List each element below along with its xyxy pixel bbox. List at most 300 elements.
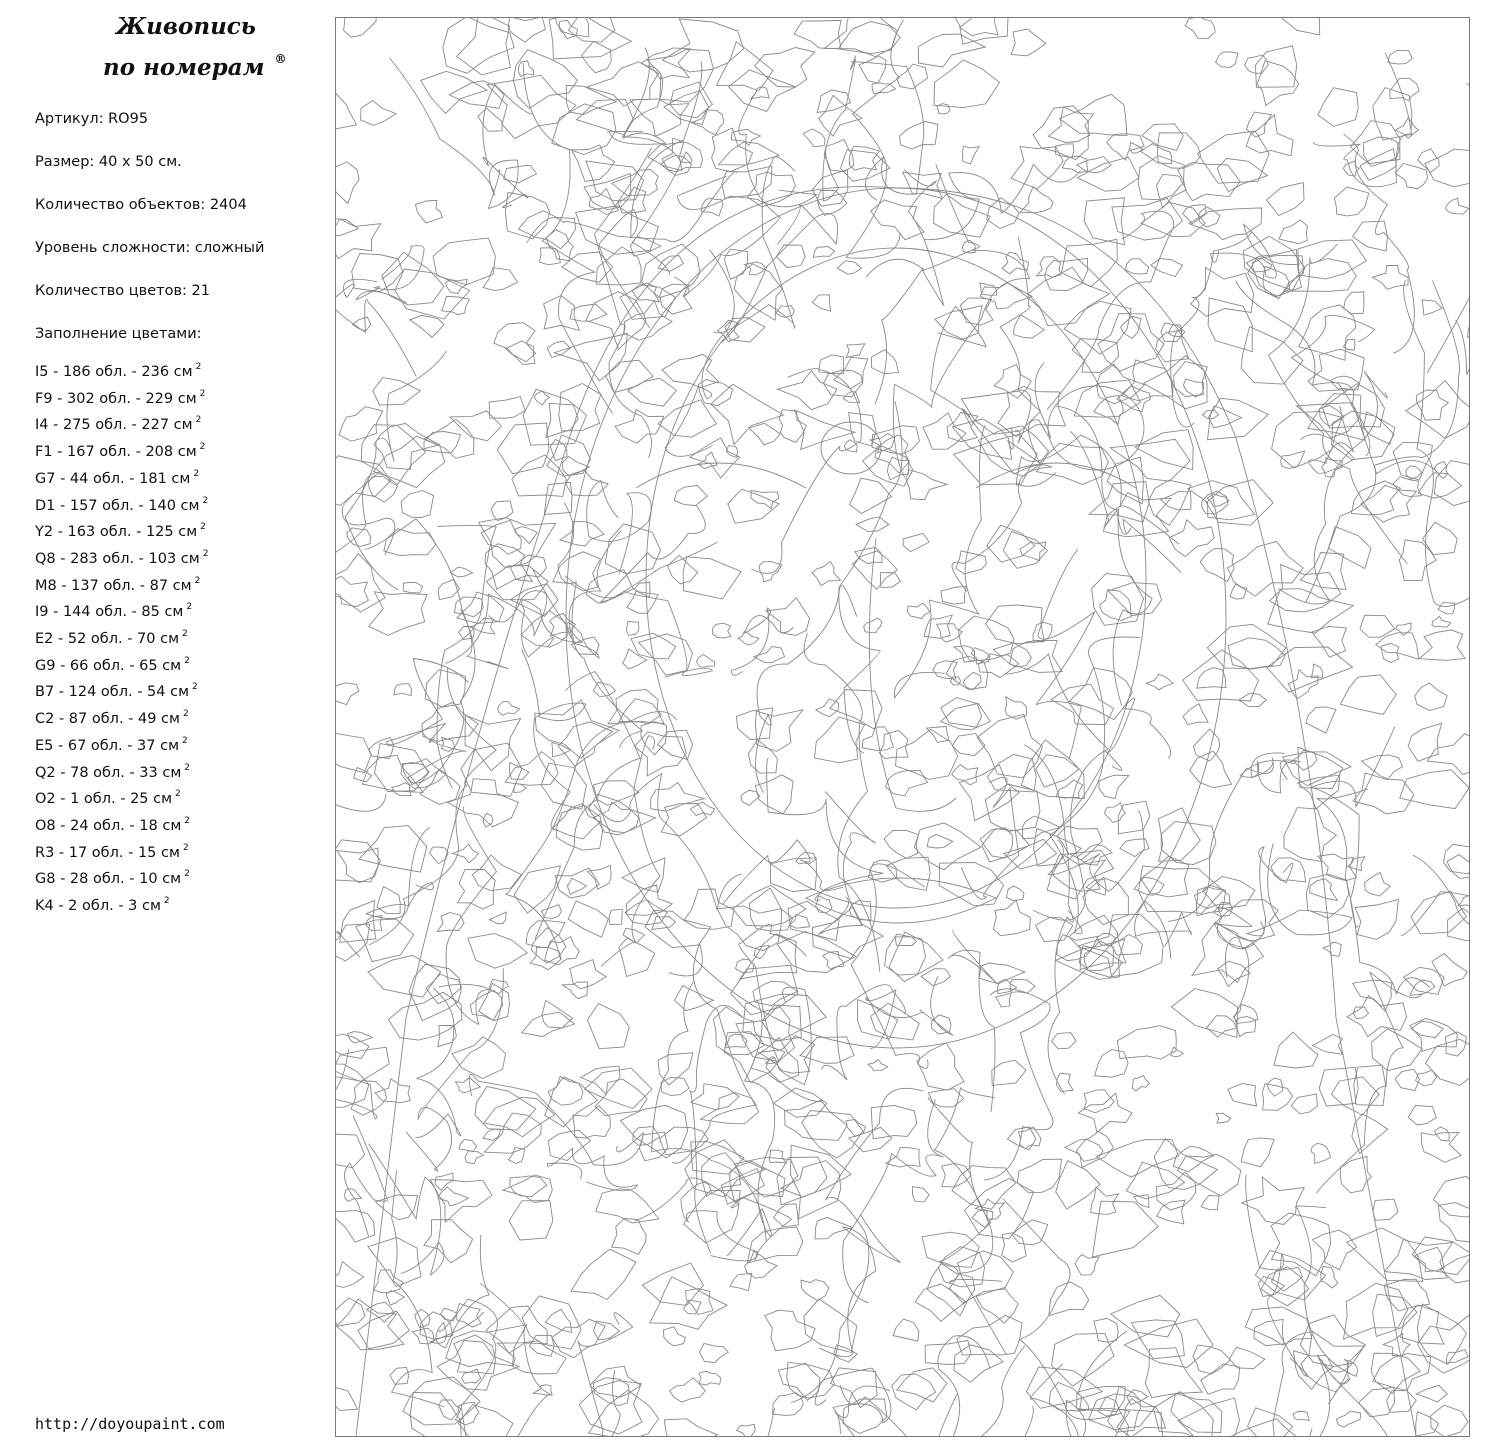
art-stroke [415, 988, 460, 1137]
art-region [921, 969, 950, 986]
art-region [375, 1195, 417, 1220]
colors-value: 21 [191, 283, 210, 299]
art-region [1183, 704, 1208, 725]
art-region [1241, 1138, 1274, 1167]
art-region [1146, 674, 1173, 690]
art-region [729, 70, 796, 112]
art-region [1118, 801, 1150, 833]
art-region [1271, 1213, 1331, 1276]
art-region [1078, 1093, 1132, 1132]
art-region [1319, 1067, 1358, 1106]
art-region [1331, 376, 1360, 390]
art-region [1312, 626, 1347, 657]
art-region [547, 341, 570, 357]
art-region [368, 955, 441, 997]
art-region [1257, 61, 1299, 106]
art-region [755, 775, 793, 814]
art-region [769, 1150, 786, 1163]
art-region [1445, 198, 1469, 214]
size-row [35, 141, 264, 184]
art-region [1177, 1154, 1241, 1196]
art-region [1288, 670, 1318, 699]
art-region [1084, 198, 1124, 245]
art-region [609, 909, 623, 924]
art-region [879, 730, 908, 758]
art-region [568, 901, 608, 938]
art-region [812, 561, 841, 585]
art-region [1121, 316, 1141, 338]
art-region [933, 661, 957, 679]
art-region [1134, 1195, 1149, 1208]
art-region [435, 1173, 453, 1190]
fill-item-text: M8 - 137 обл. - 87 см [35, 577, 192, 594]
art-region [927, 726, 949, 742]
art-region [1047, 850, 1114, 899]
website-link[interactable]: http://doyoupaint.com [35, 1415, 225, 1433]
art-region [1400, 770, 1469, 809]
art-region [730, 1162, 785, 1203]
art-region [1075, 1255, 1099, 1275]
art-region [1206, 1016, 1237, 1037]
art-region [1296, 403, 1359, 438]
art-region [424, 1220, 473, 1263]
art-region [702, 1153, 741, 1197]
art-region [751, 1038, 799, 1083]
squared-mark: 2 [182, 709, 189, 720]
art-region [353, 317, 371, 331]
art-region [1445, 1032, 1466, 1056]
art-region [1141, 144, 1172, 164]
art-stroke [408, 609, 475, 783]
art-region [1248, 1408, 1293, 1436]
art-region [886, 857, 930, 890]
art-stroke [558, 503, 642, 748]
art-region [526, 921, 565, 948]
art-region [622, 858, 665, 893]
art-region [1343, 161, 1359, 176]
art-region [577, 99, 634, 135]
art-region [1245, 1307, 1311, 1345]
art-region [801, 1280, 829, 1301]
fill-item-text: I4 - 275 обл. - 227 см [35, 417, 193, 434]
art-region [1300, 553, 1346, 590]
art-region [442, 296, 470, 314]
art-region [1373, 1199, 1398, 1220]
art-region [1419, 630, 1465, 660]
art-region [700, 1343, 729, 1362]
art-region [424, 419, 474, 458]
squared-mark: 2 [199, 388, 206, 399]
art-region [849, 1127, 892, 1151]
art-region [1411, 1021, 1443, 1037]
art-region [1415, 683, 1447, 711]
art-region [1284, 259, 1356, 292]
size-label: Размер : [35, 154, 99, 170]
fill-item-text: G7 - 44 обл. - 181 см [35, 470, 191, 487]
art-region [986, 605, 1044, 644]
article-label: Артикул : [35, 111, 108, 127]
art-region [1215, 900, 1278, 949]
art-region [336, 683, 359, 705]
art-region [448, 779, 519, 827]
art-region [1216, 52, 1239, 67]
art-region [711, 384, 784, 444]
art-region [579, 1381, 642, 1434]
art-stroke [952, 408, 1052, 592]
art-region [627, 591, 658, 613]
brand-line-2-text: по номерам [103, 54, 265, 81]
fill-item-e2 [35, 624, 208, 651]
art-region [508, 18, 545, 42]
art-region [674, 485, 707, 505]
art-region [1197, 668, 1226, 688]
registered-mark: ® [274, 52, 287, 66]
colors-row [35, 270, 264, 313]
art-region [1049, 1282, 1089, 1316]
art-region [1084, 1090, 1114, 1113]
art-region [619, 938, 655, 976]
difficulty-row [35, 227, 264, 270]
art-stroke [1207, 1355, 1354, 1436]
art-region [903, 533, 929, 551]
art-region [1408, 1105, 1436, 1125]
art-region [1434, 462, 1448, 479]
art-region [430, 847, 449, 864]
art-region [906, 470, 947, 500]
art-hood-right [576, 187, 1416, 1436]
art-region [1011, 29, 1046, 56]
art-region [505, 193, 549, 239]
art-region [717, 42, 774, 91]
art-region [441, 1308, 458, 1320]
art-stroke [1313, 53, 1411, 187]
art-region [374, 1270, 403, 1292]
art-region [615, 410, 664, 444]
art-region [605, 524, 660, 574]
art-region [1300, 1315, 1365, 1367]
art-region [465, 1150, 484, 1163]
art-region [1284, 808, 1337, 862]
art-region [1365, 872, 1391, 896]
art-region [1036, 917, 1073, 941]
art-region [1072, 339, 1119, 373]
art-region [1298, 747, 1343, 788]
art-region [927, 835, 953, 849]
art-region [1056, 1161, 1100, 1209]
art-region [1353, 221, 1388, 251]
art-region [506, 341, 536, 364]
art-region [382, 252, 444, 305]
art-region [1153, 1392, 1213, 1436]
art-region [1151, 259, 1183, 277]
art-stroke [1072, 1331, 1129, 1436]
art-region [336, 576, 368, 607]
fill-heading: Заполнение цветами: [35, 326, 202, 342]
art-region [462, 1369, 481, 1383]
objects-label: Количество объектов : [35, 197, 210, 213]
art-region [345, 1189, 362, 1202]
art-region [1033, 106, 1088, 160]
art-region [554, 334, 627, 381]
art-region [1062, 239, 1118, 286]
art-region [1216, 1113, 1231, 1123]
art-region [684, 1190, 741, 1243]
art-region [1171, 1047, 1183, 1057]
art-region [593, 1378, 629, 1406]
art-stroke [336, 1049, 377, 1145]
art-region [1431, 1405, 1469, 1436]
art-region [918, 34, 985, 67]
art-region [1293, 1412, 1309, 1421]
art-stroke [804, 633, 880, 971]
art-region [658, 730, 693, 759]
art-region [1329, 527, 1372, 569]
art-region [596, 1189, 659, 1223]
fill-item-f9 [35, 384, 208, 411]
art-region [934, 194, 990, 237]
art-stroke [875, 164, 980, 404]
art-stroke [369, 668, 496, 945]
art-region [505, 752, 558, 786]
art-region [375, 1079, 410, 1103]
art-region [1361, 485, 1417, 522]
art-region [458, 1405, 513, 1436]
art-region [1411, 891, 1467, 934]
art-region [770, 858, 816, 892]
art-region [576, 206, 659, 254]
art-region [336, 219, 381, 259]
art-stroke [578, 1313, 673, 1436]
art-region [369, 592, 428, 636]
fill-item-m8 [35, 571, 208, 598]
art-region [1008, 1127, 1036, 1150]
art-region [668, 555, 698, 584]
fill-item-d1 [35, 491, 208, 518]
squared-mark: 2 [184, 869, 190, 880]
art-region [741, 790, 760, 805]
objects-value: 2404 [209, 197, 247, 213]
art-region [1432, 616, 1451, 627]
art-region [900, 122, 938, 150]
art-region [336, 840, 380, 882]
fill-item-f1 [35, 437, 208, 464]
art-region [1198, 131, 1270, 183]
art-region [1372, 265, 1408, 289]
art-stroke [1322, 1360, 1440, 1436]
color-fill-list [35, 357, 208, 918]
art-region [361, 425, 425, 485]
art-region [354, 768, 372, 782]
art-region [794, 20, 841, 48]
art-region [1100, 590, 1131, 621]
art-region [1354, 1065, 1386, 1105]
art-region [559, 20, 578, 38]
art-region [479, 983, 510, 1020]
art-stroke [390, 58, 519, 208]
art-region [486, 566, 548, 600]
art-stroke [1168, 753, 1285, 921]
difficulty-label: Уровень сложности : [35, 240, 195, 256]
art-region [377, 887, 400, 914]
art-stroke [714, 157, 795, 333]
art-region [1017, 1159, 1061, 1193]
art-region [699, 1371, 721, 1385]
squared-mark: 2 [186, 602, 193, 613]
info-sidebar [0, 0, 330, 1453]
art-stroke [406, 968, 503, 1171]
squared-mark: 2 [199, 442, 206, 453]
art-region [773, 1393, 804, 1416]
art-region [1048, 107, 1093, 143]
art-region [1421, 1133, 1461, 1163]
art-region [465, 715, 521, 770]
art-region [712, 623, 730, 638]
art-region [1335, 187, 1369, 216]
squared-mark: 2 [202, 495, 209, 506]
art-stroke [1024, 745, 1073, 1094]
art-region [443, 18, 514, 73]
brand-line-1: Живопись [116, 13, 256, 40]
art-stroke [437, 525, 496, 788]
art-stroke [948, 930, 997, 1112]
art-region [941, 698, 982, 728]
art-region [1094, 1318, 1118, 1342]
art-region [612, 170, 659, 196]
brand-logo [100, 10, 300, 84]
art-region [871, 1106, 917, 1139]
art-region [386, 1291, 404, 1305]
art-region [438, 579, 459, 599]
art-stroke [345, 1116, 388, 1236]
art-region [701, 198, 723, 216]
art-region [837, 261, 861, 275]
art-region [1111, 1295, 1180, 1337]
art-region [1057, 1073, 1074, 1091]
art-region [1438, 603, 1455, 614]
art-region [748, 740, 777, 773]
art-region [478, 108, 502, 131]
art-region [1178, 163, 1241, 201]
fill-item-o2 [35, 784, 208, 811]
fill-item-q8 [35, 544, 208, 571]
art-region [454, 597, 483, 617]
art-region [514, 866, 560, 913]
art-region [907, 603, 929, 618]
art-region [1098, 314, 1164, 372]
art-region [422, 702, 478, 741]
squared-mark: 2 [184, 815, 190, 826]
art-region [1062, 156, 1088, 173]
art-region [394, 684, 412, 696]
art-region [468, 934, 527, 969]
art-region [567, 878, 586, 894]
art-region [1242, 1177, 1305, 1225]
art-region [912, 1187, 929, 1202]
art-region [1313, 1230, 1357, 1270]
art-region [1228, 1084, 1257, 1106]
art-region [1185, 18, 1215, 38]
art-region [755, 710, 803, 752]
art-region [1422, 300, 1442, 315]
art-region [662, 19, 743, 72]
size-value: 40 х 50 см. [98, 154, 182, 170]
art-region [336, 1211, 375, 1243]
art-region [1207, 494, 1229, 507]
art-region [1336, 1411, 1360, 1427]
art-region [588, 1004, 630, 1049]
art-region [368, 1238, 421, 1287]
squared-mark: 2 [200, 522, 206, 533]
art-region [1373, 88, 1412, 140]
art-region [1126, 1162, 1184, 1199]
art-region [1095, 1050, 1129, 1078]
fill-item-text: D1 - 157 обл. - 140 см [35, 497, 200, 514]
art-region [361, 101, 396, 126]
art-region [1200, 548, 1234, 581]
art-region [759, 562, 782, 582]
art-region [1418, 473, 1462, 498]
art-region [1390, 78, 1419, 100]
art-stroke [892, 1394, 957, 1436]
fill-item-text: E2 - 52 обл. - 70 см [35, 631, 180, 648]
art-region [336, 1134, 365, 1168]
art-region [1154, 1139, 1217, 1190]
art-stroke [1105, 698, 1170, 770]
art-region [951, 18, 1009, 44]
art-region [1077, 157, 1111, 173]
art-stroke [1281, 1429, 1376, 1437]
art-region [374, 436, 445, 487]
art-region [691, 1142, 744, 1175]
art-region [684, 889, 734, 929]
fill-item-text: C2 - 87 обл. - 49 см [35, 711, 180, 728]
art-stroke [1278, 371, 1387, 604]
art-region [630, 99, 689, 136]
art-region [664, 1419, 717, 1436]
art-stroke [835, 1386, 915, 1436]
fill-item-e5 [35, 731, 208, 758]
art-stroke [1427, 281, 1469, 375]
art-region [1005, 697, 1027, 719]
art-region [545, 1309, 572, 1332]
art-region [1268, 589, 1354, 633]
art-region [1235, 1017, 1255, 1037]
art-stroke [480, 1283, 553, 1436]
art-region [892, 1374, 936, 1410]
fill-item-b7 [35, 677, 208, 704]
art-region [571, 1249, 636, 1299]
art-region [1351, 481, 1400, 515]
squared-mark: 2 [202, 548, 209, 559]
fill-item-i4 [35, 410, 208, 437]
art-region [749, 423, 780, 445]
art-region [498, 702, 520, 716]
art-region [1241, 327, 1303, 385]
art-region [1283, 752, 1351, 786]
art-region [884, 831, 918, 859]
art-region [1432, 954, 1467, 987]
art-region [594, 781, 639, 806]
art-region [1416, 1385, 1447, 1402]
art-stroke [665, 250, 734, 457]
art-region [352, 254, 403, 292]
art-region [789, 915, 809, 929]
art-region [1148, 480, 1191, 525]
art-region [934, 60, 1000, 108]
art-region [509, 1201, 553, 1240]
art-stroke [846, 20, 903, 258]
art-region [339, 407, 383, 442]
